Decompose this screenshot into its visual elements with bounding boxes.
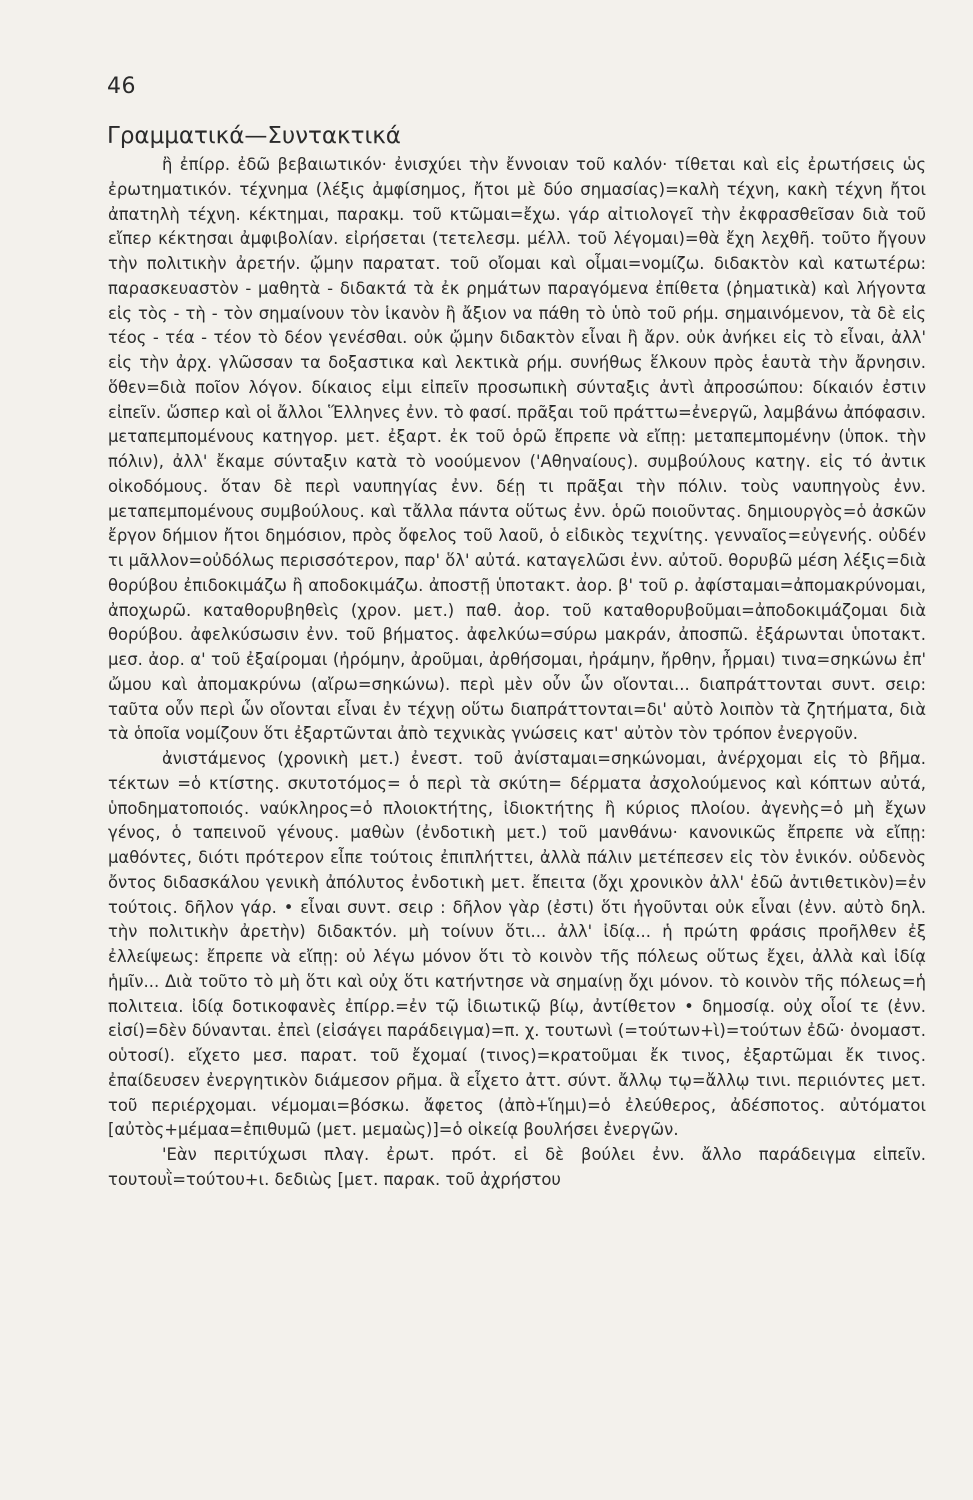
page-number: 46 (107, 74, 136, 99)
paragraph-2: ἀνιστάμενος (χρονικὴ μετ.) ἐνεστ. τοῦ ἀνίσταμαι=σηκώνομαι, ἀνέρχομαι εἰς τὸ βῆμα. τέκτων =ὁ κτίστης. σκυτοτόμος= ὁ περὶ τὰ σκύτη= δέρματα ἀσχολούμενος καὶ κόπτων αὐτά, ὑποδηματοποιός. ναύκληρος=ὁ πλοιοκτήτης, ἰδιοκτήτης ἢ κύριος πλοίου. ἀγενὴς=ὁ μὴ ἔχων γένος, ὁ ταπεινοῦ γένους. μαθὼν (ἐνδοτικὴ μετ.) τοῦ μανθάνω· κανονικῶς ἔπρεπε νὰ εἴπῃ: μαθόντες, διότι πρότερον εἶπε τούτοις ἐπιπλήττει, ἀλλὰ πάλιν μετέπεσεν εἰς τὸν ἑνικόν. οὐδενὸς ὄντος διδασκάλου γενικὴ ἀπόλυτος ἐνδοτικὴ μετ. ἔπειτα (ὄχι χρονικὸν ἀλλ' ἐδῶ ἀντιθετικὸν)=ἐν τούτοις. δῆλον γάρ. • εἶναι συντ. σειρ : δῆλον γὰρ (ἐστι) ὅτι ἡγοῦνται οὐκ εἶναι (ἐνν. αὐτὸ δηλ. τὴν πολιτικὴν ἀρετὴν) διδακτόν. μὴ τοίνυν ὅτι... ἀλλ' ἰδίᾳ... ἡ πρώτη φράσις προῆλθεν ἐξ ἐλλείψεως: ἔπρεπε νὰ εἴπῃ: οὐ λέγω μόνον ὅτι τὸ κοινὸν τῆς πόλεως οὕτως ἔχει, ἀλλὰ καὶ ἰδίᾳ ἡμῖν... Διὰ τοῦτο τὸ μὴ ὅτι καὶ οὐχ ὅτι κατήντησε νὰ σημαίνῃ ὄχι μόνον. τὸ κοινὸν τῆς πόλεως=ἡ πολιτεια. ἰδίᾳ δοτικοφανὲς ἐπίρρ.=ἐν τῷ ἰδιωτικῷ βίῳ, ἀντίθετον • δημοσίᾳ. οὐχ οἷοί τε (ἐνν. εἰσί)=δὲν δύνανται. ἐπεὶ (εἰσάγει παράδειγμα)=π. χ. τουτωνὶ (=τούτων+ὶ)=τούτων ἐδῶ· ὀνομαστ. οὑτοσί). εἴχετο μεσ. παρατ. τοῦ ἔχομαί (τινος)=κρατοῦμαι ἔκ τινος, ἐξαρτῶμαι ἔκ τινος. ἐπαίδευσεν ἐνεργητικὸν διάμεσον ρῆμα. ἃ εἶχετο ἀττ. σύντ. ἄλλῳ τῳ=ἄλλῳ τινι. περιιόντες μετ. τοῦ περιέρχομαι. νέμομαι=βόσκω. ἄφετος (ἀπὸ+ἵημι)=ὁ ἐλεύθερος, ἀδέσποτος. αὐτόματοι [αὐτὸς+μέμαα=ἐπιθυμῶ (μετ. μεμαὼς)]=ὁ οἰκείᾳ βουλήσει ἐνεργῶν. (108, 749, 926, 1140)
running-header: Γραμματικά—Συντακτικά (107, 123, 401, 149)
body-text (108, 153, 926, 1193)
paragraph-1: ἢ ἐπίρρ. ἐδῶ βεβαιωτικόν· ἐνισχύει τὴν ἔννοιαν τοῦ καλόν· τίθεται καὶ εἰς ἐρωτήσεις ὡς ἐρωτηματικόν. τέχνημα (λέξις ἀμφίσημος, ἤτοι μὲ δύο σημασίας)=καλὴ τέχνη, κακὴ τέχνη ἤτοι ἀπατηλὴ τέχνη. κέκτημαι, παρακμ. τοῦ κτῶμαι=ἔχω. γάρ αἰτιολογεῖ τὴν ἐκφρασθεῖσαν διὰ τοῦ εἴπερ κέκτησαι ἀμφιβολίαν. εἰρήσεται (τετελεσμ. μέλλ. τοῦ λέγομαι)=θὰ ἔχη λεχθῆ. τοῦτο ἤγουν τὴν πολιτικὴν ἀρετήν. ᾤμην παρατατ. τοῦ οἴομαι καὶ οἶμαι=νομίζω. διδακτὸν καὶ κατωτέρω: παρασκευαστὸν - μαθητὰ - διδακτά τὰ ἐκ ρημάτων παραγόμενα ἐπίθετα (ῥηματικὰ) καὶ λήγοντα εἰς τὸς - τὴ - τὸν σημαίνουν τὸν ἱκανὸν ἢ ἄξιον να πάθη τὸ ὑπὸ τοῦ ρήμ. σημαινόμενον, τὰ δὲ εἰς τέος - τέα - τέον τὸ δέον γενέσθαι. οὐκ ᾤμην διδακτὸν εἶναι ἢ ἄρν. οὐκ ἀνήκει εἰς τὸ εἶναι, ἀλλ' εἰς τὴν ἀρχ. γλῶσσαν τα δοξαστικα καὶ λεκτικὰ ρήμ. συνήθως ἕλκουν πρὸς ἑαυτὰ τὴν ἄρνησιν. ὅθεν=διὰ ποῖον λόγον. δίκαιος εἰμι εἰπεῖν προσωπικὴ σύνταξις ἀντὶ ἀπροσώπου: δίκαιόν ἐστιν εἰπεῖν. ὥσπερ καὶ οἱ ἄλλοι Ἕλληνες ἐνν. τὸ φασί. πρᾶξαι τοῦ πράττω=ἐνεργῶ, λαμβάνω ἀπόφασιν. μεταπεμπομένους κατηγορ. μετ. ἐξαρτ. ἐκ τοῦ ὁρῶ ἔπρεπε νὰ εἴπῃ: μεταπεμπομένην (ὑποκ. τὴν πόλιν), ἀλλ' ἔκαμε σύνταξιν κατὰ τὸ νοούμενον ('Αθηναίους). συμβούλους κατηγ. εἰς τό ἀντικ οἰκοδόμους. ὅταν δὲ περὶ ναυπηγίας ἐνν. δέῃ τι πρᾶξαι τὴν πόλιν. τοὺς ναυπηγοὺς ἐνν. μεταπεμπομένους συμβούλους. καὶ τἄλλα πάντα οὕτως ἐνν. ὁρῶ ποιοῦντας. δημιουργὸς=ὁ ἀσκῶν ἔργον δήμιον ἤτοι δημόσιον, πρὸς ὄφελος τοῦ λαοῦ, ὁ εἰδικὸς τεχνίτης. γενναῖος=εὐγενής. οὐδέν τι μᾶλλον=οὐδόλως περισσότερον, παρ' ὅλ' αὐτά. καταγελῶσι ἐνν. αὐτοῦ. θορυβῶ μέση λέξις=διὰ θορύβου ἐπιδοκιμάζω ἢ αποδοκιμάζω. ἀποστῇ ὑποτακτ. ἀορ. β' τοῦ ρ. ἀφίσταμαι=ἀπομακρύνομαι, ἀποχωρῶ. καταθορυβηθεὶς (χρον. μετ.) παθ. ἀορ. τοῦ καταθορυβοῦμαι=ἀποδοκιμάζομαι διὰ θορύβου. ἀφελκύσωσιν ἐνν. τοῦ βήματος. ἀφελκύω=σύρω μακράν, ἀποσπῶ. ἐξάρωνται ὑποτακτ. μεσ. ἀορ. α' τοῦ ἐξαίρομαι (ἠρόμην, ἀροῦμαι, ἀρθήσομαι, ἠράμην, ἤρθην, ἦρμαι) τινα=σηκώνω ἐπ' ὤμου καὶ ἀπομακρύνω (αἴρω=σηκώνω). περὶ μὲν οὖν ὧν οἴονται... διαπράττονται συντ. σειρ: ταῦτα οὖν περὶ ὧν οἴονται εἶναι ἐν τέχνῃ οὕτω διαπράττονται=δι' αὐτὸ λοιπὸν τὰ ζητήματα, διὰ τὰ ὁποῖα νομίζουν ὅτι ἐξαρτῶνται ἀπὸ τεχνικὰς γνώσεις κατ' αὐτὸν τὸν τρόπον ἐνεργοῦν. (108, 155, 926, 744)
paragraph-3: 'Εὰν περιτύχωσι πλαγ. ἐρωτ. πρότ. εἰ δὲ βούλει ἐνν. ἄλλο παράδειγμα εἰπεῖν. τουτουῒ=τούτου+ι. δεδιὼς [μετ. παρακ. τοῦ ἀχρήστου (108, 1145, 926, 1189)
